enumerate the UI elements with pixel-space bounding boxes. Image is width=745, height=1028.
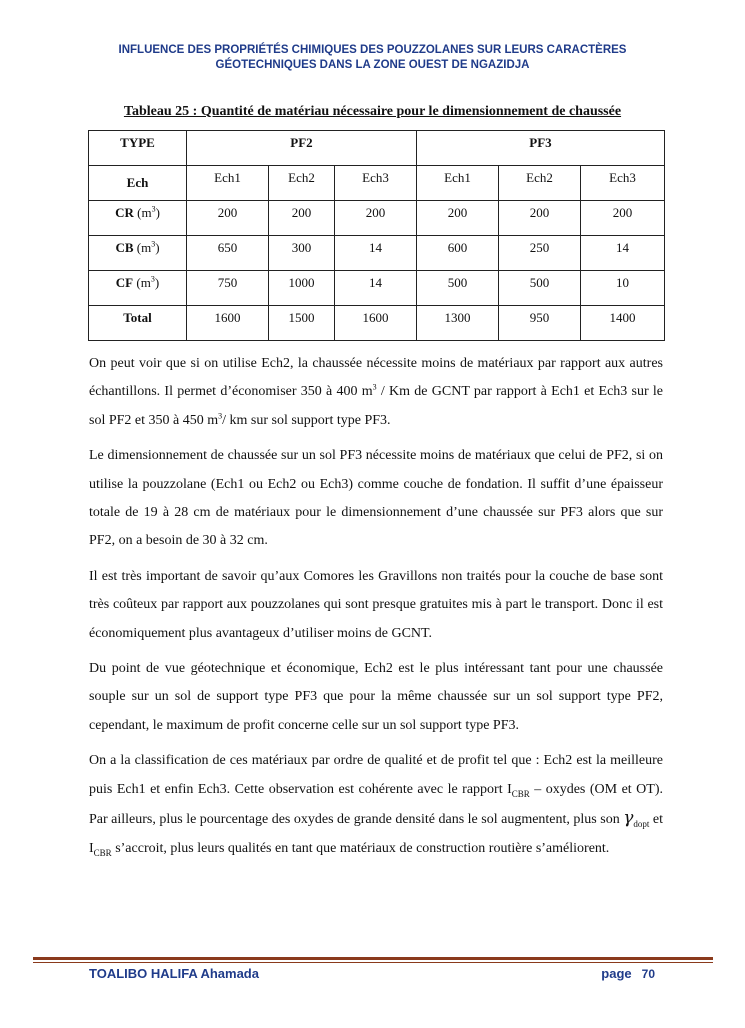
table-header-row (89, 131, 665, 166)
page-label: page (601, 966, 632, 981)
row-unit: (m (133, 205, 152, 220)
running-header (60, 43, 685, 73)
paragraph-2: Le dimensionnement de chaussée sur un sol PF3 nécessite moins de matériaux que celui de PF2, si on utilise la pouzzolane (Ech1 ou Ech2 ou Ech3) comme couche de fondation. Il suffit d’une épaisseur totale de 19 à 28 cm de matériaux pour le dimensionnement d’une chaussée sur PF3 alors que sur PF2, on a besoin de 30 à 32 cm. (89, 448, 663, 549)
table-cell: 200 (269, 201, 335, 236)
table-cell: 14 (335, 236, 417, 271)
table-cell: 200 (499, 201, 581, 236)
paragraph-4: Du point de vue géotechnique et économique, Ech2 est le plus intéressant tant pour une chaussée souple sur un sol de support type PF3 que pour la même chaussée sur un sol support type PF2, cependant, le maximum de profit concerne celle sur un sol support type PF3. (89, 661, 663, 733)
body-text (89, 350, 663, 870)
row-label (89, 236, 187, 271)
p5-sub-cbr: CBR (511, 788, 530, 799)
p5-text-d: s’accroit, plus leurs qualités en tant que matériaux de construction routière s’améliorent. (111, 840, 610, 856)
table-cell: 600 (417, 236, 499, 271)
row-unit: (m (133, 240, 152, 255)
ech-col-header: Ech3 (581, 166, 665, 201)
table-ech-row (89, 166, 665, 201)
row-unit-exp: 3 (151, 239, 156, 249)
ech-col-header: Ech1 (187, 166, 269, 201)
p5-text-b: – oxydes (OM et OT). Par ailleurs, plus le pourcentage des oxydes de grande densité dans le sol augmentent, plus son (89, 781, 663, 828)
total-cell: 1600 (335, 306, 417, 341)
row-label (89, 271, 187, 306)
row-unit-close: ) (155, 205, 160, 220)
row-unit: (m (133, 275, 151, 290)
row-unit-close: ) (154, 275, 160, 290)
ech-col-header: Ech3 (335, 166, 417, 201)
p1-text-b: / Km de GCNT par rapport à Ech1 et Ech3 sur le sol PF2 et 350 à 450 m (89, 384, 663, 428)
p1-sup-2: 3 (218, 411, 223, 421)
ech-col-header: Ech1 (417, 166, 499, 201)
group-header-pf2: PF2 (187, 131, 417, 166)
table-cell: 10 (581, 271, 665, 306)
table-cell: 500 (417, 271, 499, 306)
table-cell: 500 (499, 271, 581, 306)
row-label (89, 201, 187, 236)
table-cell: 1000 (269, 271, 335, 306)
table-cell: 750 (187, 271, 269, 306)
table-cell: 200 (187, 201, 269, 236)
footer-rule-thick (33, 957, 713, 960)
table-row-cr (89, 201, 665, 236)
p5-sub-cbr-2: CBR (93, 847, 112, 858)
p5-text-a: On a la classification de ces matériaux par ordre de qualité et de profit tel que : Ech2 est la meilleure puis Ech1 et enfin Ech3. Cette observation est cohérente avec le rapport I (89, 753, 663, 797)
table-row-cb (89, 236, 665, 271)
table-cell: 300 (269, 236, 335, 271)
p1-text-a: On peut voir que si on utilise Ech2, la chaussée nécessite moins de matériaux par rapport aux autres échantillons. Il permet d’économiser 350 à 400 m (89, 356, 663, 400)
type-header: TYPE (89, 131, 187, 166)
total-label: Total (89, 306, 187, 341)
total-cell: 1500 (269, 306, 335, 341)
footer-page (601, 966, 655, 981)
table-cell: 250 (499, 236, 581, 271)
gamma-symbol: γ (623, 808, 634, 829)
table-cell: 200 (581, 201, 665, 236)
total-cell: 1600 (187, 306, 269, 341)
footer-author: TOALIBO HALIFA Ahamada (89, 966, 259, 981)
total-cell: 1300 (417, 306, 499, 341)
table-cell: 14 (581, 236, 665, 271)
p5-sub-dopt: dopt (633, 818, 650, 829)
row-unit-exp: 3 (151, 204, 156, 214)
row-label-name: CB (115, 240, 134, 255)
total-cell: 1400 (581, 306, 665, 341)
row-unit-close: ) (155, 240, 160, 255)
paragraph-1 (89, 350, 663, 435)
row-unit-exp: 3 (150, 274, 155, 284)
paragraph-5 (89, 747, 663, 863)
header-line-2: GÉOTECHNIQUES DANS LA ZONE OUEST DE NGAZIDJA (215, 59, 530, 71)
table-row-total (89, 306, 665, 341)
footer-rule-thin (33, 962, 713, 963)
ech-col-header: Ech2 (499, 166, 581, 201)
table-cell: 200 (335, 201, 417, 236)
table-cell: 200 (417, 201, 499, 236)
total-cell: 950 (499, 306, 581, 341)
p5-text-c: et I (89, 812, 663, 856)
header-line-1: INFLUENCE DES PROPRIÉTÉS CHIMIQUES DES POUZZOLANES SUR LEURS CARACTÈRES (118, 44, 627, 56)
table-caption: Tableau 25 : Quantité de matériau nécessaire pour le dimensionnement de chaussée (123, 104, 622, 119)
row-label-name: CR (115, 205, 134, 220)
table-cell: 14 (335, 271, 417, 306)
table-row-cf (89, 271, 665, 306)
p1-sup-1: 3 (372, 382, 377, 392)
materials-table (88, 130, 665, 341)
ech-col-header: Ech2 (269, 166, 335, 201)
ech-header: Ech (89, 166, 187, 201)
group-header-pf3: PF3 (417, 131, 665, 166)
paragraph-3: Il est très important de savoir qu’aux Comores les Gravillons non traités pour la couche de base sont très coûteux par rapport aux pouzzolanes qui sont presque gratuites mis à part le transport. Donc il est économiquement plus avantageux d’utiliser moins de GCNT. (89, 568, 663, 641)
p1-text-c: / km sur sol support type PF3. (222, 412, 391, 428)
row-label-name: CF (115, 275, 134, 290)
page-number: 70 (641, 967, 655, 981)
table-cell: 650 (187, 236, 269, 271)
